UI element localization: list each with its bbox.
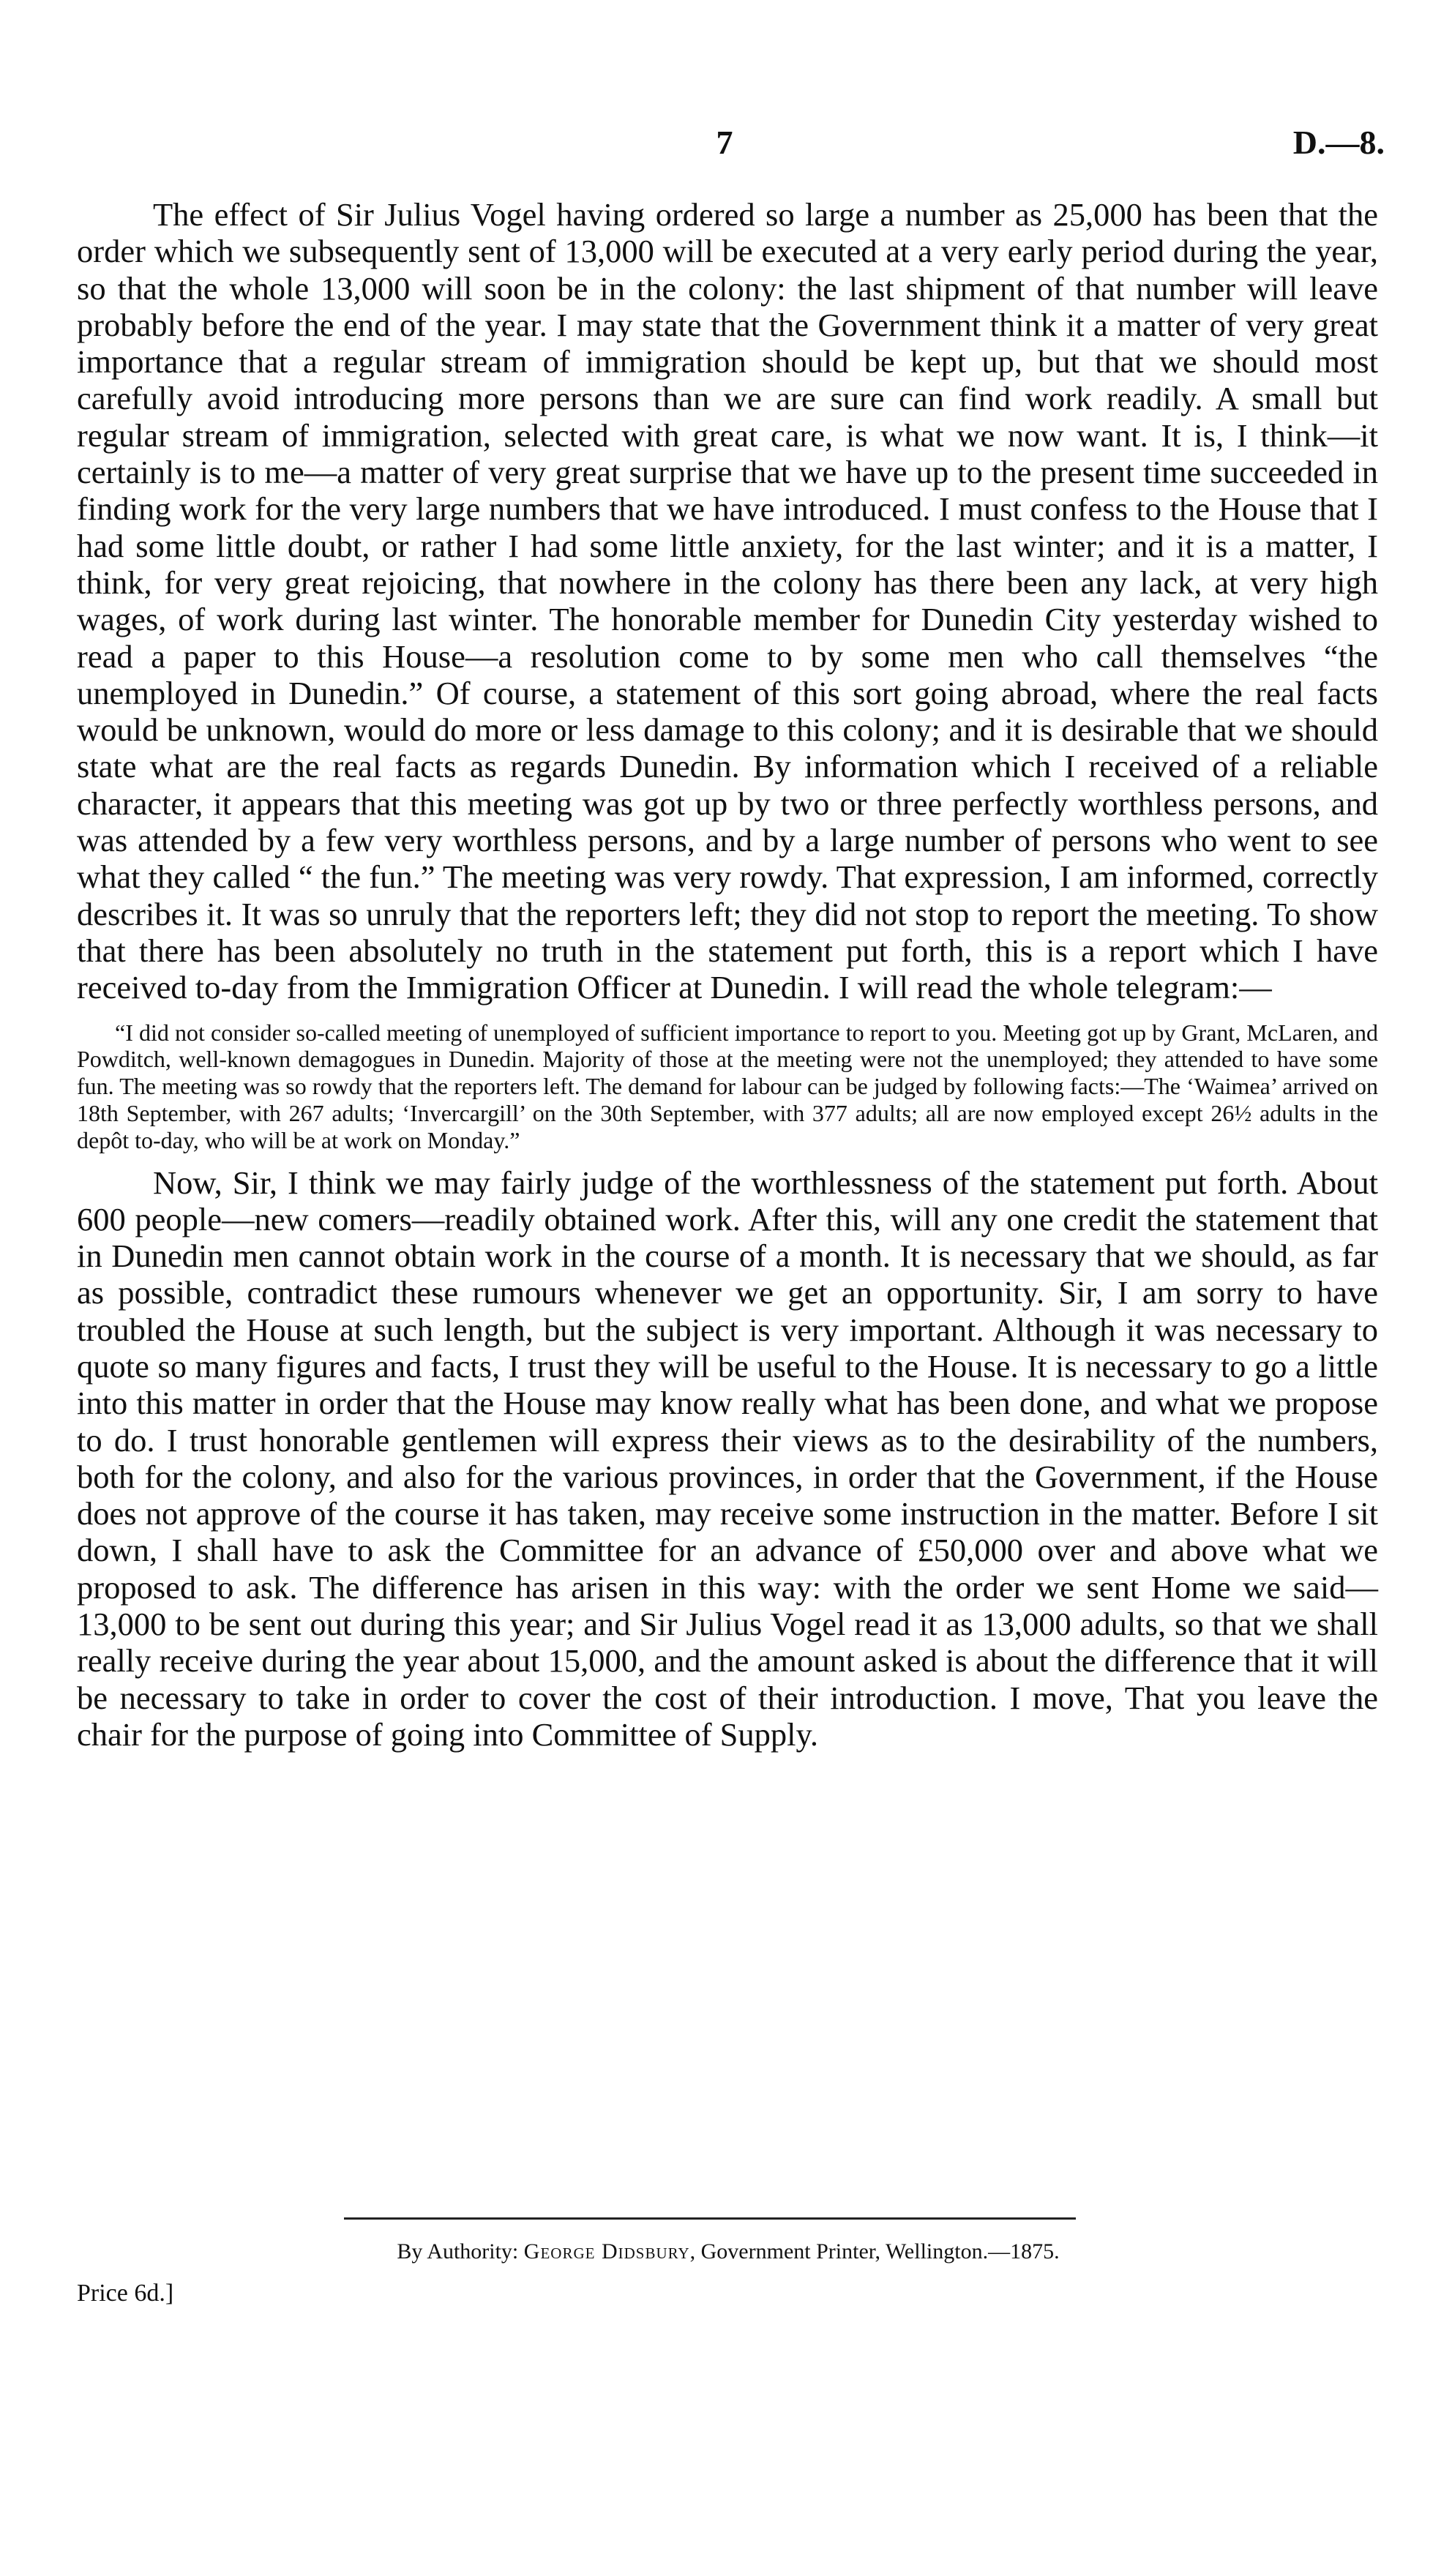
footer-divider xyxy=(344,2217,1076,2220)
paragraph-immigration: The effect of Sir Julius Vogel having ordered so large a number as 25,000 has been that the order which we subsequently sent of 13,000 will be executed at a very early period during the year, so that the whole 13,000 will soon be in the colony: the last shipment of that number will leave probably before the end of the year. I may state that the Government think it a matter of very great importance that a regular stream of immigration should be kept up, but that we should most carefully avoid introducing more persons than we are sure can find work readily. A small but regular stream of immigration, selected with great care, is what we now want. It is, I think—it certainly is to me—a matter of very great surprise that we have up to the present time succeeded in finding work for the very large numbers that we have introduced. I must confess to the House that I had some little doubt, or rather I had some little anxiety, for the last winter; and it is a matter, I think, for very great rejoicing, that nowhere in the colony has there been any lack, at very high wages, of work during last winter. The honorable member for Dunedin City yesterday wished to read a paper to this House—a resolution come to by some men who call themselves “the unemployed in Dunedin.” Of course, a statement of this sort going abroad, where the real facts would be unknown, would do more or less damage to this colony; and it is desirable that we should state what are the real facts as regards Dunedin. By information which I received of a reliable character, it appears that this meeting was got up by two or three perfectly worthless persons, and was attended by a few very worthless persons, and by a large number of persons who went to see what they called “ the fun.” The meeting was very rowdy. That expression, I am informed, correctly describes it. It was so unruly that the reporters left; they did not stop to report the meeting. To show that there has been absolutely no truth in the statement put forth, this is a report which I have received to-day from the Immigration Officer at Dunedin. I will read the whole telegram:— xyxy=(77,196,1378,1006)
imprint-prefix: By Authority: xyxy=(397,2239,524,2264)
paragraph-conclusion: Now, Sir, I think we may fairly judge of the worthlessness of the statement put forth. About 600 people—new comers—readily obtained work. After this, will any one credit the statement that in Dunedin men cannot obtain work in the course of a month. It is necessary that we should, as far as possible, contradict these rumours whenever we get an opportunity. Sir, I am sorry to have troubled the House at such length, but the subject is very important. Although it was necessary to quote so many figures and facts, I trust they will be useful to the House. It is necessary to go a little into this matter in order that the House may know really what has been done, and what we propose to do. I trust honorable gentlemen will express their views as to the desirability of the numbers, both for the colony, and also for the various provinces, in order that the Government, if the House does not approve of the course it has taken, may receive some instruction in the matter. Before I sit down, I shall have to ask the Committee for an advance of £50,000 over and above what we proposed to ask. The difference has arisen in this way: with the order we sent Home we said—13,000 to be sent out during this year; and Sir Julius Vogel read it as 13,000 adults, so that we shall really receive during the year about 15,000, and the amount asked is about the difference that it will be necessary to take in order to cover the cost of their introduction. I move, That you leave the chair for the purpose of going into Committee of Supply. xyxy=(77,1164,1378,1753)
page-number: 7 xyxy=(716,124,733,161)
price-label: Price 6d.] xyxy=(77,2280,174,2307)
printer-name: George Didsbury xyxy=(523,2239,690,2264)
telegram-quote: “I did not consider so-called meeting of unemployed of sufficient importance to report to you. Meeting got up by Grant, McLaren, and Powditch, well-known demagogues in Dunedin. Majority of those at the meeting were not the unemployed; they attended to have some fun. The meeting was so rowdy that the reporters left. The demand for labour can be judged by following facts:—The ‘Waimea’ arrived on 18th September, with 267 adults; ‘Invercargill’ on the 30th September, with 377 adults; all are now employed except 26½ adults in the depôt to-day, who will be at work on Monday.” xyxy=(77,1019,1378,1153)
document-reference: D.—8. xyxy=(1292,124,1385,161)
printer-imprint xyxy=(307,2239,1149,2264)
document-body xyxy=(77,196,1378,1753)
imprint-suffix: , Government Printer, Wellington.—1875. xyxy=(689,2239,1060,2264)
